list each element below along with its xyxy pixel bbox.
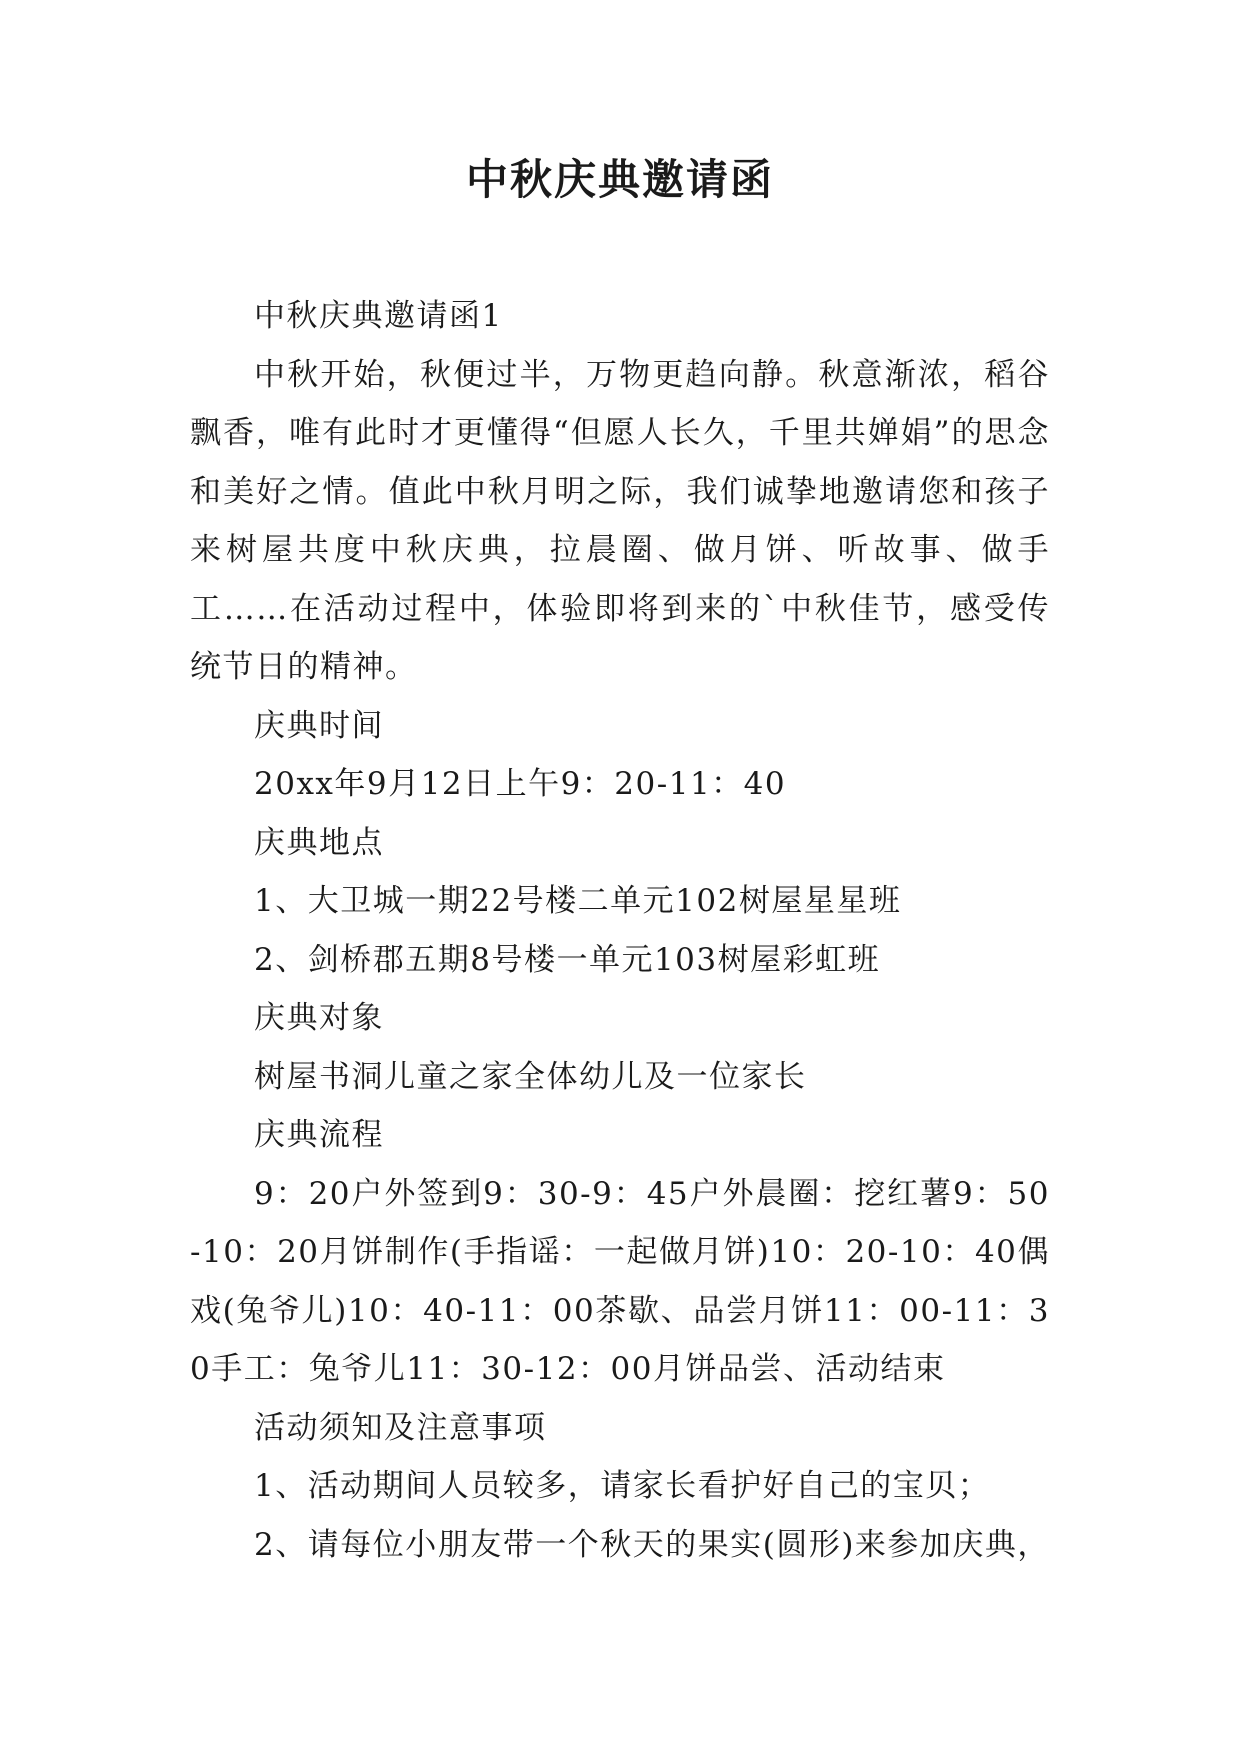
audience-text: 树屋书洞儿童之家全体幼儿及一位家长: [254, 1058, 807, 1095]
document-page: [190, 0, 1050, 1754]
document-body: [190, 287, 1050, 1574]
schedule-paragraph: 9：20户外签到9：30-9：45户外晨圈：挖红薯9：50-10：20月饼制作(手指谣：一起做月饼)10：20-10：40偶戏(兔爷儿)10：40-11：00茶歇、品尝月饼11：00-11：30手工：兔爷儿11：30-12：00月饼品尝、活动结束: [190, 1175, 1050, 1387]
location-item-2: 2、剑桥郡五期8号楼一单元103树屋彩虹班: [254, 941, 881, 978]
event-time: 20xx年9月12日上午9：20-11：40: [254, 766, 787, 802]
intro-paragraph: 中秋开始，秋便过半，万物更趋向静。秋意渐浓，稻谷飘香，唯有此时才更懂得“但愿人长久，千里共婵娟”的思念和美好之情。值此中秋月明之际，我们诚挚地邀请您和孩子来树屋共度中秋庆典，拉晨圈、做月饼、听故事、做手工……在活动过程中，体验即将到来的`中秋佳节，感受传统节日的精神。: [190, 356, 1050, 685]
note-item-1: 1、活动期间人员较多，请家长看护好自己的宝贝；: [254, 1468, 991, 1504]
section-heading-location: 庆典地点: [254, 824, 384, 861]
note-item-2: 2、请每位小朋友带一个秋天的果实(圆形)来参加庆典，: [254, 1526, 1050, 1563]
location-item-1: 1、大卫城一期22号楼二单元102树屋星星班: [254, 883, 902, 919]
document-title: 中秋庆典邀请函: [465, 155, 774, 204]
section-heading-schedule: 庆典流程: [254, 1117, 384, 1153]
section-heading-invitation: 中秋庆典邀请函1: [254, 298, 503, 334]
section-heading-audience: 庆典对象: [254, 1000, 384, 1036]
section-heading-notes: 活动须知及注意事项: [254, 1409, 547, 1446]
section-heading-time: 庆典时间: [254, 707, 384, 744]
